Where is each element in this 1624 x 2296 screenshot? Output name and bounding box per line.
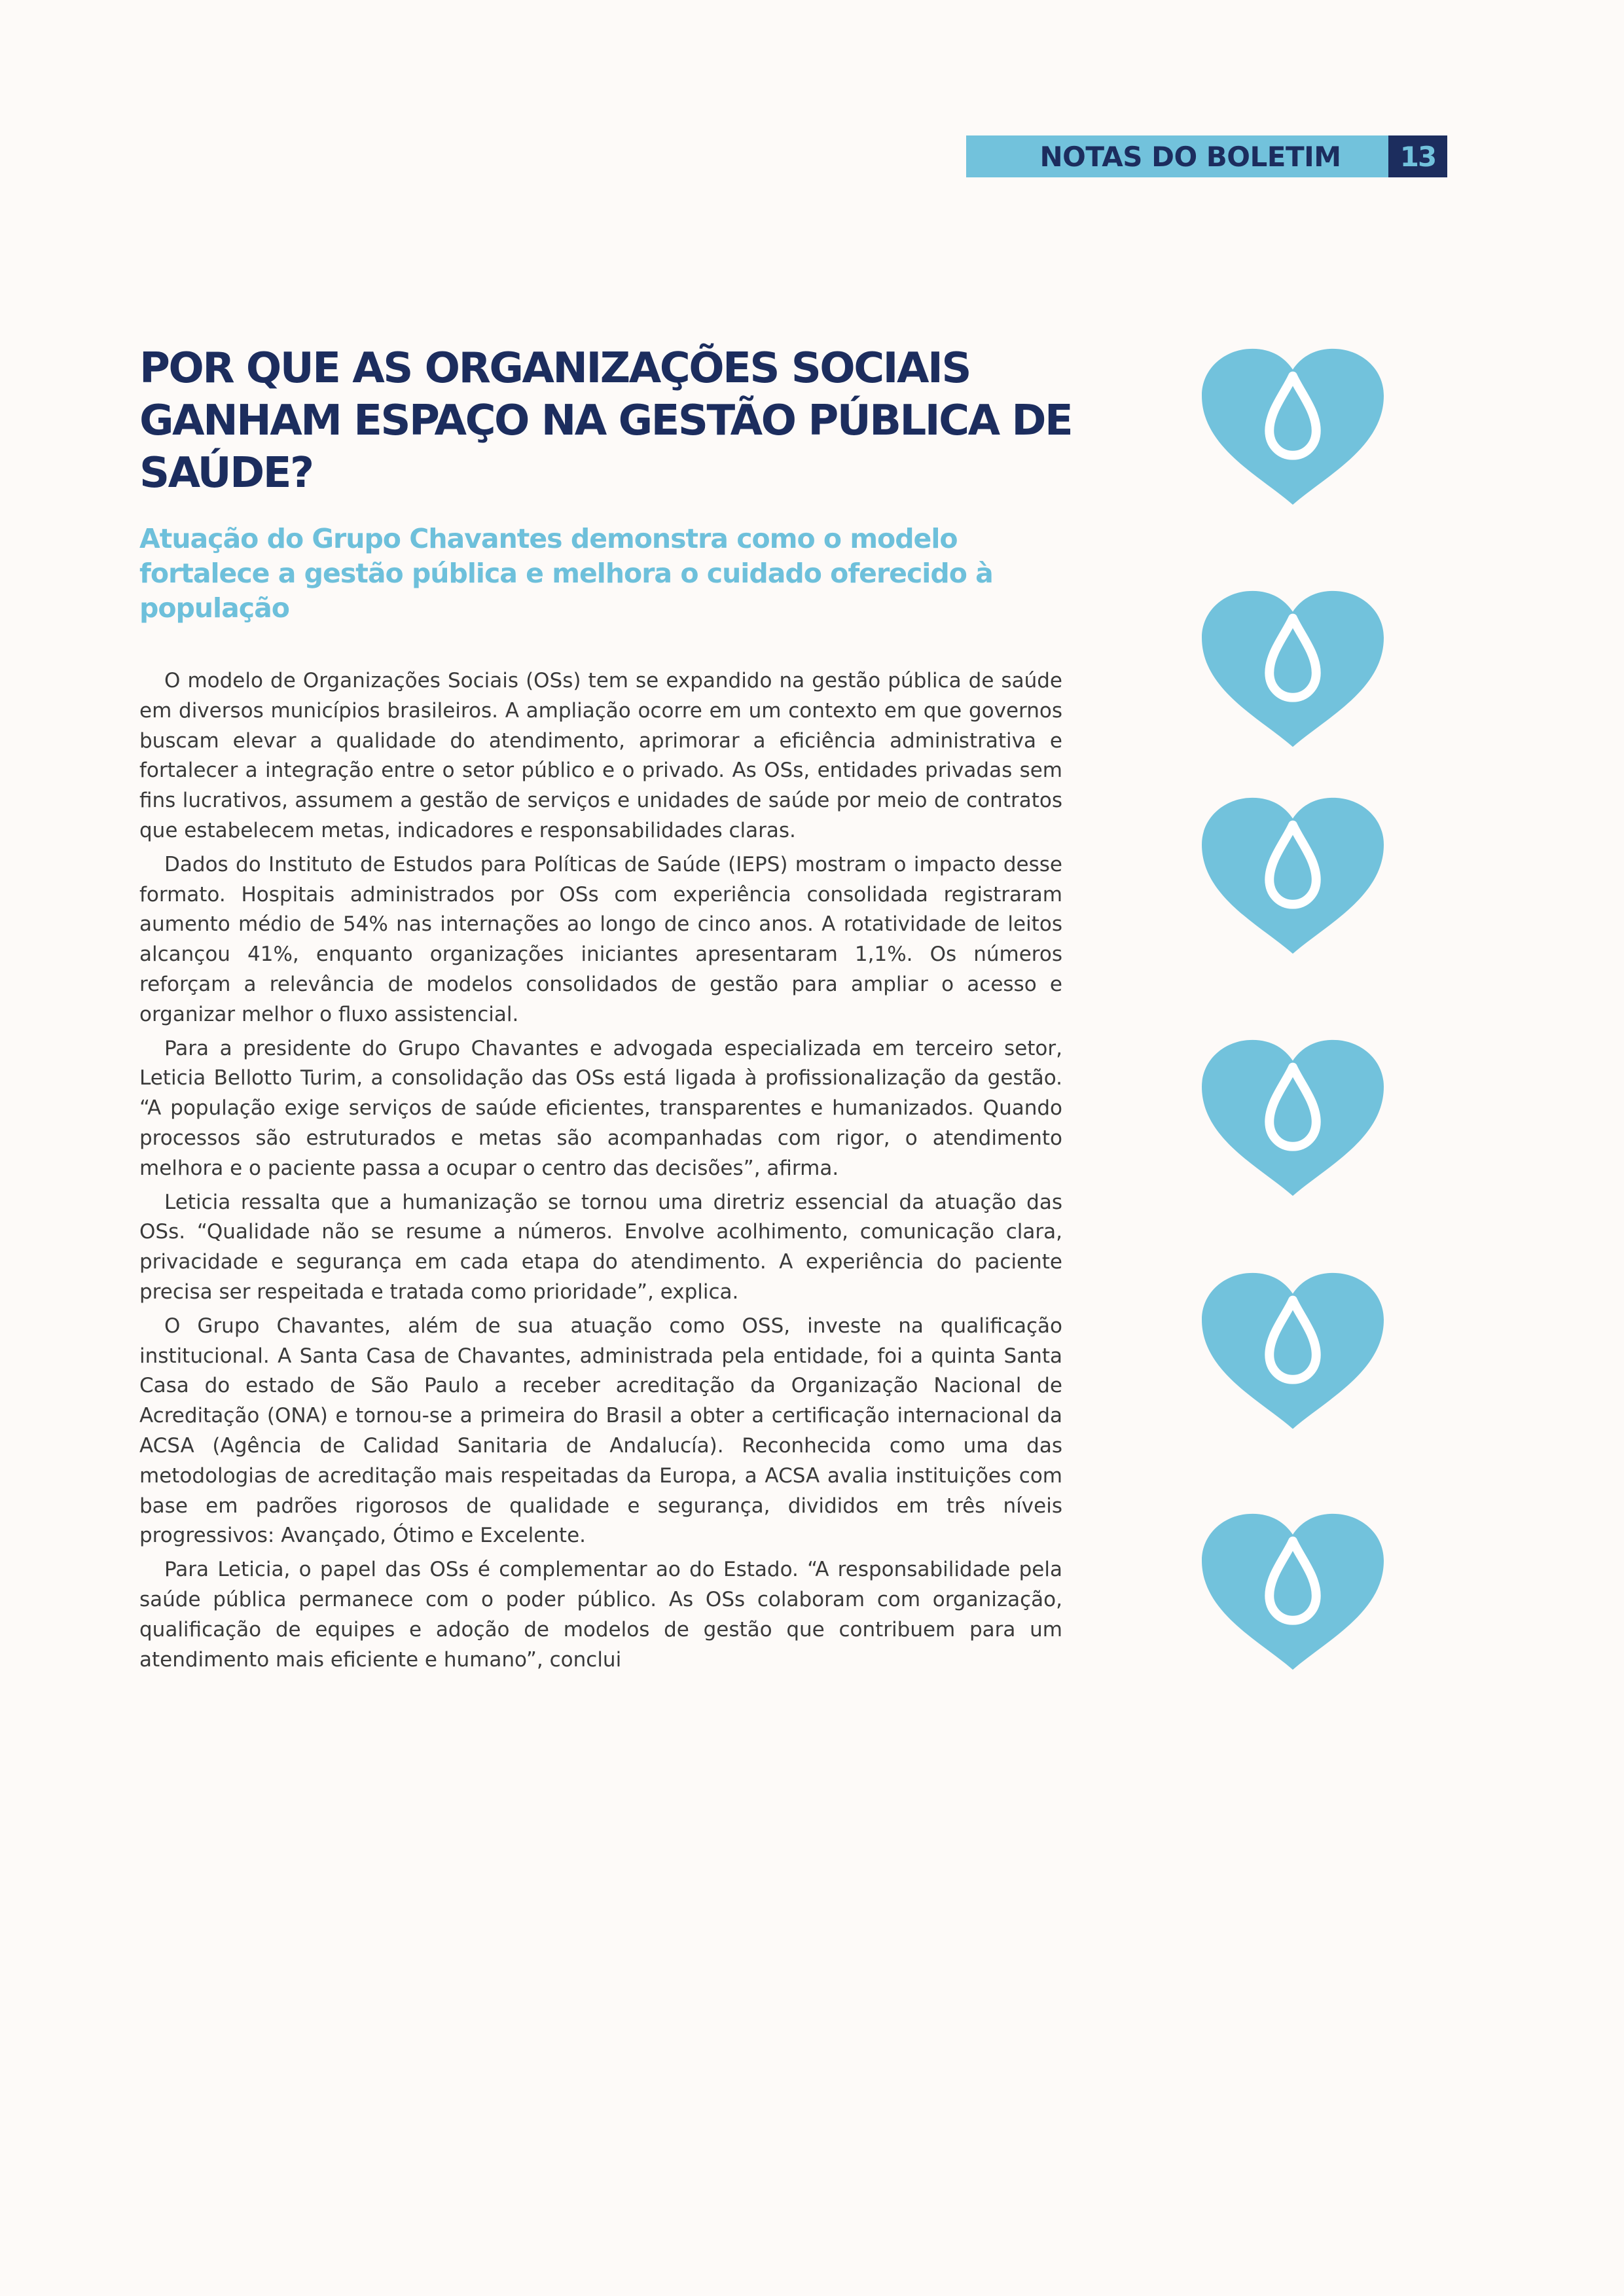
heart-drop-icon — [1202, 348, 1384, 505]
article-paragraph: Para Leticia, o papel das OSs é complementar ao do Estado. “A responsabilidade pela saúde pública permanece com o poder público. As OSs colaboram com organização, qualificação de equipes e adoção de modelos de gestão que contribuem para um atendimento mais eficiente e humano”, conclui — [139, 1558, 1062, 1672]
article-subtitle: Atuação do Grupo Chavantes demonstra como o modelo fortalece a gestão pública e melhora o cuidado oferecido à população — [139, 523, 993, 624]
article-paragraph: Para a presidente do Grupo Chavantes e advogada especializada em terceiro setor, Leticia Bellotto Turim, a consolidação das OSs está ligada à profissionalização da gestão. “A população exige serviços de saúde eficientes, transparentes e humanizados. Quando processos são estruturados e metas são acompanhadas com rigor, o atendimento melhora e o paciente passa a ocupar o centro das decisões”, afirma. — [139, 1036, 1062, 1180]
heart-drop-icon — [1202, 590, 1384, 747]
section-label: NOTAS DO BOLETIM — [1039, 140, 1341, 173]
page-number: 13 — [1399, 140, 1436, 173]
heart-drop-icon — [1202, 1272, 1384, 1429]
heart-drop-icon — [1202, 1513, 1384, 1670]
page-number-box — [1388, 135, 1447, 177]
article-headline: POR QUE AS ORGANIZAÇÕES SOCIAIS GANHAM ESPAÇO NA GESTÃO PÚBLICA DE SAÚDE? — [139, 344, 1072, 497]
section-header-band — [966, 135, 1388, 177]
article-paragraph: O Grupo Chavantes, além de sua atuação como OSS, investe na qualificação institucional. A Santa Casa de Chavantes, administrada pela entidade, foi a quinta Santa Casa do estado de São Paulo a receber acreditação da Organização Nacional de Acreditação (ONA) e tornou-se a primeira do Brasil a obter a certificação internacional da ACSA (Agência de Calidad Sanitaria de Andalucía). Reconhecida como uma das metodologias de acreditação mais respeitadas da Europa, a ACSA avalia instituições com base em padrões rigorosos de qualidade e segurança, divididos em três níveis progressivos: Avançado, Ótimo e Excelente. — [139, 1314, 1062, 1548]
article-paragraph: O modelo de Organizações Sociais (OSs) tem se expandido na gestão pública de saúde em diversos municípios brasileiros. A ampliação ocorre em um contexto em que governos buscam elevar a qualidade do atendimento, aprimorar a eficiência administrativa e fortalecer a integração entre o setor público e o privado. As OSs, entidades privadas sem fins lucrativos, assumem a gestão de serviços e unidades de saúde por meio de contratos que estabelecem metas, indicadores e responsabilidades claras. — [139, 669, 1062, 842]
article-body — [139, 666, 1062, 1679]
heart-drop-icon — [1202, 797, 1384, 954]
article-paragraph: Dados do Instituto de Estudos para Políticas de Saúde (IEPS) mostram o impacto desse formato. Hospitais administrados por OSs com experiência consolidada registraram aumento médio de 54% nas internações ao longo de cinco anos. A rotatividade de leitos alcançou 41%, enquanto organizações iniciantes apresentaram 1,1%. Os números reforçam a relevância de modelos consolidados de gestão para ampliar o acesso e organizar melhor o fluxo assistencial. — [139, 852, 1062, 1026]
heart-drop-icon — [1202, 1039, 1384, 1196]
article-paragraph: Leticia ressalta que a humanização se tornou uma diretriz essencial da atuação das OSs. “Qualidade não se resume a números. Envolve acolhimento, comunicação clara, privacidade e segurança em cada etapa do atendimento. A experiência do paciente precisa ser respeitada e tratada como prioridade”, explica. — [139, 1190, 1062, 1304]
